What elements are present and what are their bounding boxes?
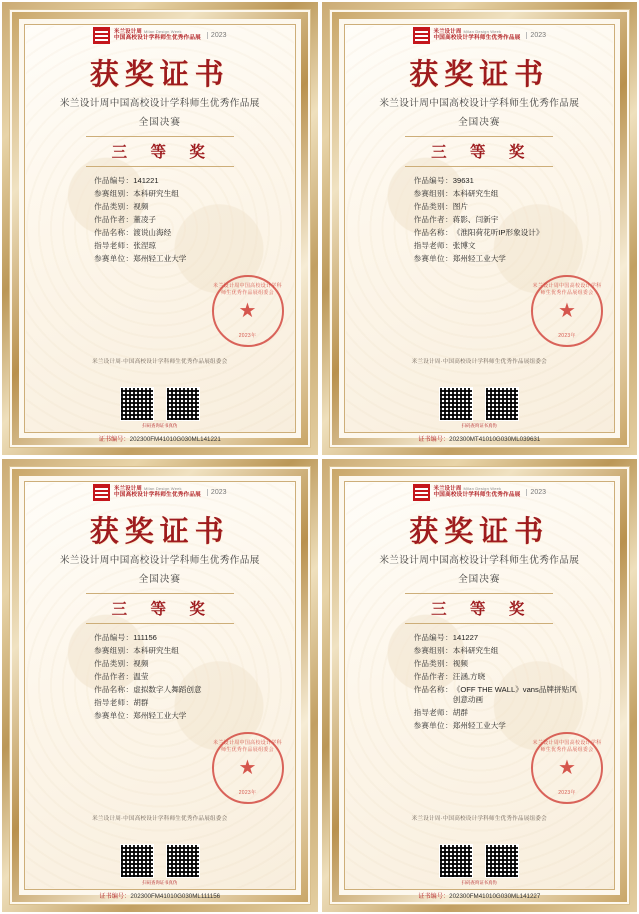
field-author bbox=[377, 215, 582, 224]
field-label: 作品作者 bbox=[413, 672, 445, 682]
field-label: 参赛单位 bbox=[94, 711, 126, 721]
field-label: 作品名称 bbox=[413, 685, 445, 695]
field-label: 作品类别 bbox=[94, 659, 126, 669]
certificate-card bbox=[2, 459, 318, 912]
brand-line1-en: Milan Design Week bbox=[463, 486, 502, 492]
field-value: 董凌子 bbox=[133, 215, 157, 225]
field-label: 作品作者 bbox=[94, 672, 126, 682]
star-icon: ★ bbox=[558, 757, 576, 779]
brand-lockup bbox=[347, 27, 613, 44]
field-colon: ： bbox=[125, 254, 134, 264]
code-value: 202300MT41010G030ML039631 bbox=[449, 436, 541, 443]
brand-line1-en: Milan Design Week bbox=[143, 486, 182, 492]
field-work-name bbox=[57, 685, 262, 694]
field-category bbox=[377, 202, 582, 211]
subtitle: 米兰设计周中国高校设计学科师生优秀作品展 bbox=[379, 555, 580, 566]
brand-year: 2023 bbox=[526, 32, 546, 39]
field-label: 作品编号 bbox=[413, 633, 445, 642]
field-value: 本科研究生组 bbox=[133, 646, 179, 656]
field-colon: ： bbox=[444, 228, 453, 238]
milan-design-week-logo-icon bbox=[413, 484, 430, 501]
field-colon: ： bbox=[444, 707, 453, 717]
seal-bottom-text: 2023年 bbox=[558, 333, 576, 339]
brand-text bbox=[114, 486, 201, 498]
code-value: 202300FM41010G030ML141221 bbox=[129, 436, 221, 443]
qr-code-icon[interactable] bbox=[166, 844, 200, 878]
field-category bbox=[57, 659, 262, 668]
star-icon: ★ bbox=[238, 300, 257, 322]
brand-year: 2023 bbox=[207, 489, 227, 496]
stage-label: 全国决赛 bbox=[458, 117, 501, 128]
field-colon: ： bbox=[125, 633, 134, 642]
certificate-content bbox=[329, 9, 631, 448]
field-value: 111156 bbox=[133, 633, 157, 642]
field-colon: ： bbox=[125, 659, 134, 669]
field-group bbox=[377, 646, 582, 655]
field-label: 作品名称 bbox=[413, 228, 445, 238]
field-value: 图片 bbox=[452, 202, 468, 212]
certificate-content bbox=[9, 9, 311, 448]
seal-top-text: 米兰设计周中国高校设计学科师生优秀作品展组委会 bbox=[532, 740, 602, 753]
subtitle: 米兰设计周中国高校设计学科师生优秀作品展 bbox=[59, 555, 260, 566]
seal-top-text: 米兰设计周中国高校设计学科师生优秀作品展组委会 bbox=[213, 740, 282, 753]
brand-text bbox=[114, 29, 201, 41]
field-category bbox=[377, 659, 582, 668]
qr-code-icon[interactable] bbox=[439, 387, 473, 421]
field-colon: ： bbox=[444, 646, 453, 656]
brand-text bbox=[434, 29, 521, 41]
field-colon: ： bbox=[444, 176, 453, 185]
field-colon: ： bbox=[444, 215, 453, 225]
field-unit bbox=[57, 254, 262, 263]
field-colon: ： bbox=[125, 189, 134, 199]
star-icon: ★ bbox=[558, 300, 576, 322]
field-label: 作品名称 bbox=[94, 228, 126, 238]
field-colon: ： bbox=[125, 698, 134, 708]
brand-line2-cn: 中国高校设计学科师生优秀作品展 bbox=[114, 35, 201, 42]
field-value: 郑州轻工业大学 bbox=[133, 711, 187, 721]
stage-label: 全国决赛 bbox=[138, 117, 181, 128]
field-author bbox=[377, 672, 582, 681]
field-list bbox=[57, 633, 262, 721]
seal-bottom-text: 2023年 bbox=[238, 790, 257, 796]
qr-code-icon[interactable] bbox=[120, 387, 154, 421]
field-teacher bbox=[377, 708, 582, 717]
field-value: 141227 bbox=[452, 633, 479, 642]
milan-design-week-logo-icon bbox=[93, 484, 110, 501]
field-work-no bbox=[57, 176, 262, 185]
brand-line2-cn: 中国高校设计学科师生优秀作品展 bbox=[114, 492, 201, 499]
field-value: 本科研究生组 bbox=[452, 189, 499, 199]
field-label: 参赛组别 bbox=[94, 646, 126, 656]
field-label: 指导老师 bbox=[94, 241, 126, 251]
field-value: 郑州轻工业大学 bbox=[452, 254, 506, 264]
field-colon: ： bbox=[125, 672, 134, 682]
field-label: 作品编号 bbox=[413, 176, 445, 185]
brand-line2-cn: 中国高校设计学科师生优秀作品展 bbox=[433, 35, 521, 42]
field-value: 郑州轻工业大学 bbox=[452, 720, 506, 730]
field-list bbox=[377, 633, 582, 730]
certificate-card bbox=[322, 459, 638, 912]
field-label: 参赛组别 bbox=[94, 189, 126, 199]
field-label: 参赛组别 bbox=[413, 646, 445, 656]
qr-row bbox=[322, 844, 638, 878]
field-value: 胡群 bbox=[133, 698, 149, 708]
qr-caption: 扫码查询证书真伪 bbox=[142, 880, 178, 885]
field-list bbox=[57, 176, 262, 264]
page-title: 获奖证书 bbox=[89, 57, 230, 91]
field-unit bbox=[377, 254, 582, 263]
field-value: 蒋影、闫新宇 bbox=[452, 215, 499, 225]
field-teacher bbox=[57, 698, 262, 707]
organizer-footnote: 米兰设计周·中国高校设计学科师生优秀作品展组委会 bbox=[92, 359, 228, 365]
field-value: 本科研究生组 bbox=[133, 189, 179, 199]
brand-line1-en: Milan Design Week bbox=[463, 29, 502, 35]
qr-row bbox=[322, 387, 638, 421]
field-label: 参赛单位 bbox=[413, 254, 445, 264]
field-colon: ： bbox=[444, 254, 453, 264]
brand-lockup bbox=[347, 484, 613, 501]
field-value: 《淮阳荷花听IP形象设计》 bbox=[452, 228, 544, 238]
certificate-content bbox=[9, 466, 311, 905]
prize-level: 三 等 奖 bbox=[86, 593, 234, 624]
field-label: 作品类别 bbox=[413, 202, 445, 212]
field-work-no bbox=[377, 176, 582, 185]
certificate-code bbox=[2, 891, 318, 900]
brand-lockup bbox=[27, 484, 293, 501]
brand-lockup bbox=[27, 27, 293, 44]
field-list bbox=[377, 176, 582, 264]
qr-row bbox=[2, 844, 318, 878]
field-label: 作品编号 bbox=[94, 176, 126, 185]
field-colon: ： bbox=[444, 685, 453, 695]
page-title: 获奖证书 bbox=[409, 514, 550, 548]
field-work-name bbox=[57, 228, 262, 237]
certificate-code bbox=[322, 891, 638, 900]
field-colon: ： bbox=[125, 685, 134, 695]
field-value: 张博文 bbox=[452, 241, 476, 251]
certificate-code bbox=[322, 434, 638, 443]
field-value: 张涅琼 bbox=[133, 241, 157, 251]
field-label: 参赛单位 bbox=[94, 254, 126, 264]
field-author bbox=[57, 672, 262, 681]
brand-line1-cn: 米兰设计周 bbox=[114, 486, 142, 493]
certificate-code bbox=[2, 434, 318, 443]
brand-line1-cn: 米兰设计周 bbox=[114, 29, 142, 36]
brand-line1-cn: 米兰设计周 bbox=[433, 486, 462, 493]
official-seal bbox=[531, 275, 603, 347]
field-label: 指导老师 bbox=[94, 698, 126, 708]
field-teacher bbox=[57, 241, 262, 250]
field-group bbox=[377, 189, 582, 198]
field-colon: ： bbox=[444, 720, 453, 730]
code-label: 证书编号： bbox=[418, 436, 450, 443]
field-value: 《OFF THE WALL》vans品牌拼贴风创意动画 bbox=[452, 685, 577, 704]
field-colon: ： bbox=[125, 215, 134, 225]
field-label: 作品类别 bbox=[413, 659, 445, 669]
field-value: 视频 bbox=[133, 202, 149, 212]
field-label: 作品类别 bbox=[94, 202, 126, 212]
prize-level: 三 等 奖 bbox=[86, 136, 234, 167]
field-value: 本科研究生组 bbox=[452, 646, 499, 656]
stage-label: 全国决赛 bbox=[138, 574, 181, 585]
field-value: 胡群 bbox=[452, 707, 468, 717]
organizer-footnote: 米兰设计周·中国高校设计学科师生优秀作品展组委会 bbox=[411, 359, 547, 365]
certificate-card bbox=[2, 2, 318, 455]
seal-bottom-text: 2023年 bbox=[238, 333, 257, 339]
field-work-no bbox=[57, 633, 262, 642]
official-seal bbox=[531, 732, 603, 804]
code-label: 证书编号： bbox=[98, 436, 130, 443]
brand-line2-cn: 中国高校设计学科师生优秀作品展 bbox=[433, 492, 521, 499]
field-label: 指导老师 bbox=[413, 707, 445, 717]
field-colon: ： bbox=[125, 646, 134, 656]
field-value: 视频 bbox=[133, 659, 149, 669]
qr-code-icon[interactable] bbox=[120, 844, 154, 878]
field-colon: ： bbox=[444, 241, 453, 251]
code-value: 202300FM41010G030ML141227 bbox=[449, 893, 541, 900]
subtitle: 米兰设计周中国高校设计学科师生优秀作品展 bbox=[59, 98, 260, 109]
field-group bbox=[57, 189, 262, 198]
field-label: 参赛单位 bbox=[413, 720, 445, 730]
seal-top-text: 米兰设计周中国高校设计学科师生优秀作品展组委会 bbox=[532, 283, 602, 296]
field-colon: ： bbox=[444, 672, 453, 682]
field-label: 作品作者 bbox=[94, 215, 126, 225]
field-label: 作品编号 bbox=[94, 633, 126, 642]
qr-row bbox=[2, 387, 318, 421]
brand-year: 2023 bbox=[526, 489, 546, 496]
field-label: 作品名称 bbox=[94, 685, 126, 695]
field-colon: ： bbox=[125, 176, 134, 185]
field-colon: ： bbox=[444, 202, 453, 212]
subtitle: 米兰设计周中国高校设计学科师生优秀作品展 bbox=[379, 98, 580, 109]
brand-year: 2023 bbox=[207, 32, 227, 39]
prize-level: 三 等 奖 bbox=[405, 593, 553, 624]
brand-line1-en: Milan Design Week bbox=[143, 29, 182, 35]
field-group bbox=[57, 646, 262, 655]
field-value: 虚拟数字人舞蹈创意 bbox=[133, 685, 202, 695]
field-value: 温莹 bbox=[133, 672, 149, 682]
qr-code-icon[interactable] bbox=[485, 387, 519, 421]
prize-level: 三 等 奖 bbox=[405, 136, 553, 167]
field-work-name bbox=[377, 228, 582, 237]
brand-text bbox=[434, 486, 521, 498]
field-category bbox=[57, 202, 262, 211]
field-colon: ： bbox=[444, 633, 453, 642]
field-value: 视频 bbox=[452, 659, 468, 669]
organizer-footnote: 米兰设计周·中国高校设计学科师生优秀作品展组委会 bbox=[411, 816, 547, 822]
code-label: 证书编号： bbox=[418, 893, 450, 900]
field-value: 39631 bbox=[452, 176, 474, 185]
organizer-footnote: 米兰设计周·中国高校设计学科师生优秀作品展组委会 bbox=[92, 816, 228, 822]
field-colon: ： bbox=[125, 711, 134, 721]
field-label: 参赛组别 bbox=[413, 189, 445, 199]
star-icon: ★ bbox=[238, 757, 257, 779]
field-label: 指导老师 bbox=[413, 241, 445, 251]
qr-code-icon[interactable] bbox=[485, 844, 519, 878]
field-author bbox=[57, 215, 262, 224]
field-colon: ： bbox=[125, 202, 134, 212]
seal-bottom-text: 2023年 bbox=[558, 790, 576, 796]
field-unit bbox=[377, 721, 582, 730]
brand-line1-cn: 米兰设计周 bbox=[433, 29, 462, 36]
certificate-content bbox=[329, 466, 631, 905]
field-colon: ： bbox=[444, 189, 453, 199]
field-value: 渡说山海经 bbox=[133, 228, 172, 238]
field-work-name bbox=[377, 685, 582, 704]
field-value: 141221 bbox=[133, 176, 159, 185]
field-colon: ： bbox=[444, 659, 453, 669]
qr-caption: 扫码查询证书真伪 bbox=[461, 423, 497, 428]
qr-caption: 扫码查询证书真伪 bbox=[461, 880, 497, 885]
field-unit bbox=[57, 711, 262, 720]
field-label: 作品作者 bbox=[413, 215, 445, 225]
qr-code-icon[interactable] bbox=[166, 387, 200, 421]
field-value: 郑州轻工业大学 bbox=[133, 254, 187, 264]
field-value: 汪涵,方晓 bbox=[452, 672, 486, 682]
code-label: 证书编号： bbox=[99, 893, 131, 900]
seal-top-text: 米兰设计周中国高校设计学科师生优秀作品展组委会 bbox=[213, 283, 282, 296]
milan-design-week-logo-icon bbox=[93, 27, 110, 44]
official-seal bbox=[212, 275, 284, 347]
certificate-card bbox=[322, 2, 638, 455]
official-seal bbox=[212, 732, 284, 804]
milan-design-week-logo-icon bbox=[413, 27, 430, 44]
field-work-no bbox=[377, 633, 582, 642]
field-colon: ： bbox=[125, 228, 134, 238]
qr-caption: 扫码查询证书真伪 bbox=[142, 423, 178, 428]
qr-code-icon[interactable] bbox=[439, 844, 473, 878]
code-value: 202300FM41010G030ML111156 bbox=[130, 893, 221, 900]
field-colon: ： bbox=[125, 241, 134, 251]
stage-label: 全国决赛 bbox=[458, 574, 501, 585]
page-title: 获奖证书 bbox=[89, 514, 230, 548]
field-teacher bbox=[377, 241, 582, 250]
page-title: 获奖证书 bbox=[409, 57, 550, 91]
